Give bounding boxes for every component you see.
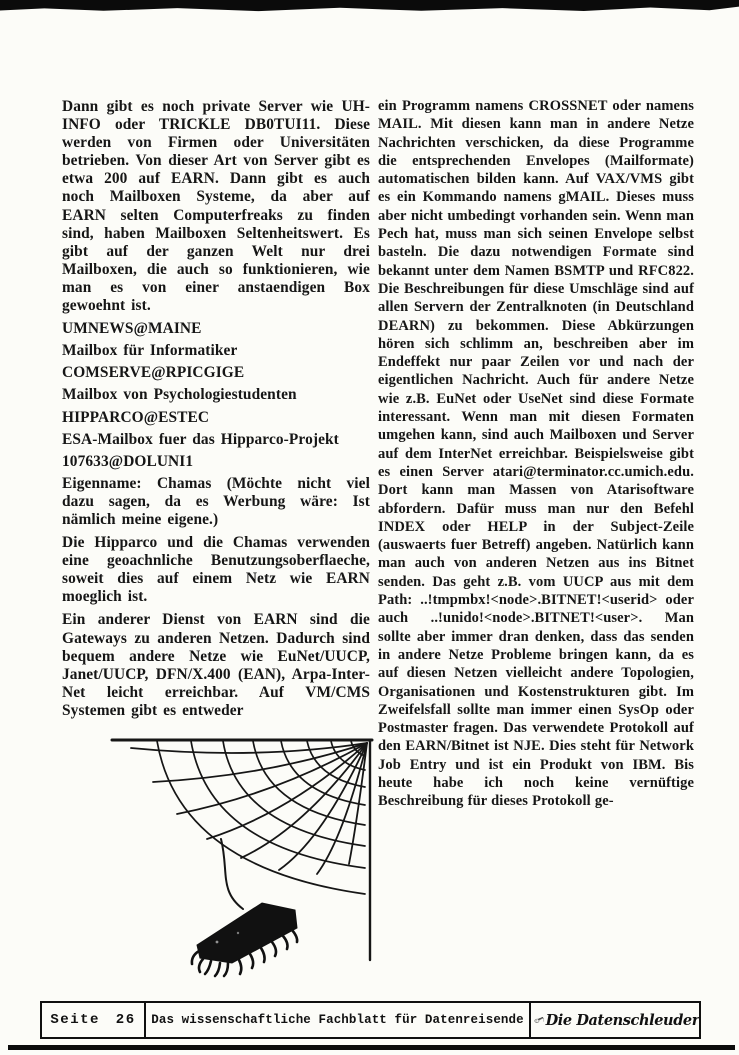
footer-title: Das wissenschaftliche Fachblatt für Datenreisende [146,1003,531,1037]
mailbox-description: Mailbox von Psychologiestudenten [62,386,297,404]
article-column-right [378,97,694,816]
hanging-chip-icon [192,903,297,976]
paragraph: Dann gibt es noch private Server wie UH-INFO oder TRICKLE DB0TUI11. Diese werden von Firmen oder Universitäten betrieben. Von dieser Art von Server gibt es etwa 200 auf EARN. Dann gibt es auch noch Mailboxen Systeme, da aber auf EARN selten Computerfreaks zu finden sind, haben Mailboxen Seltenheitswert. Es gibt auf der ganzen Welt nur drei Mailboxen, die auch so funktionieren, wie man es von einer anstaendigen Box gewoehnt ist. [62,98,370,315]
datenschleuder-logo [531,1003,699,1037]
page-number: Seite 26 [42,1003,146,1037]
top-scan-artifact-bar [0,0,739,12]
mailbox-description: ESA-Mailbox fuer das Hipparco-Projekt [62,430,339,448]
mailbox-address: UMNEWS@MAINE [62,320,202,338]
bottom-rule [8,1045,735,1050]
logo-text: Die Datenschleuder [545,1011,699,1029]
spider-web-chip-illustration [95,736,375,1004]
article-column-left [62,98,370,725]
mailbox-address: 107633@DOLUNI1 [62,452,194,470]
mailbox-address: HIPPARCO@ESTEC [62,408,210,426]
paragraph: Eigenname: Chamas (Möchte nicht viel dazu sagen, da es Werbung wäre: Ist nämlich meine eigene.) [62,474,370,528]
paragraph: ein Programm namens CROSSNET oder namens MAIL. Mit diesen kann man in andere Netze Nachrichten verschicken, da diese Programme die entsprechenden Envelopes (Mailformate) automatischen bilden kann. Auf VAX/VMS gibt es ein Kommando namens gMAIL. Dieses muss aber nicht umbedingt vorhanden sein. Wenn man Pech hat, muss man sich seinen Envelope selbst basteln. Die dazu notwendigen Formate sind bekannt unter dem Namen BSMTP und RFC822. Die Beschreibungen für diese Umschläge sind auf allen Servern der Zentralknoten (in Deutschland DEARN) zu bekommen. Diese Abkürzungen hören sich schlimm an, beschreiben aber im Endeffekt nur paar Zeilen vor und nach der eigentlichen Nachricht. Auch für andere Netze wie z.B. EuNet oder UseNet sind diese Formate interessant. Wenn man mit diesen Formaten umgehen kann, sind auch Mailboxen und Server auf dem InterNet erreichbar. Beispielsweise gibt es einen Server atari@terminator.cc.umich.edu. Dort kann man Massen von Atarisoftware abfordern. Dafür muss man nur den Befehl INDEX oder HELP in der Subject-Zeile (auswaerts fuer Betreff) angeben. Natürlich kann man auch von anderen Netzen aus ins Bitnet senden. Das geht z.B. vom UUCP aus mit dem Path: ..!tmpmbx!<node>.BITNET!<userid> oder auch ..!unido!<node>.BITNET!<user>. Man sollte aber immer dran denken, dass das senden in andere Netze Probleme bringen kann, da es auf diesen Netzen vielleicht andere Topologien, Organisationen und Kostenstrukturen gibt. Im Zweifelsfall sollte man immer einen SysOp oder Postmaster fragen. Das verwendete Protokoll auf den EARN/Bitnet ist NJE. Dies steht für Network Job Entry und ist ein Produkt von IBM. Bis heute habe ich noch keine vernüftige Beschreibung für dieses Protokoll ge- [378,98,694,810]
mailbox-description: Mailbox für Informatiker [62,342,238,360]
slingshot-hand-icon [534,1002,545,1038]
spider-web-icon [95,736,375,1004]
paragraph: Die Hipparco und die Chamas verwenden eine geoachnliche Benutzungsoberflaeche, soweit dies auf einem Netz wie EARN moeglich ist. [62,534,370,606]
footer-bar [40,1001,701,1039]
paragraph: Ein anderer Dienst von EARN sind die Gateways zu anderen Netzen. Dadurch sind bequem andere Netze wie EuNet/UUCP, Janet/UUCP, DFN/X.400 (EAN), Arpa-Inter-Net leicht erreichbar. Auf VM/CMS Systemen gibt es entweder [62,611,370,719]
mailbox-address: COMSERVE@RPICGIGE [62,364,245,382]
